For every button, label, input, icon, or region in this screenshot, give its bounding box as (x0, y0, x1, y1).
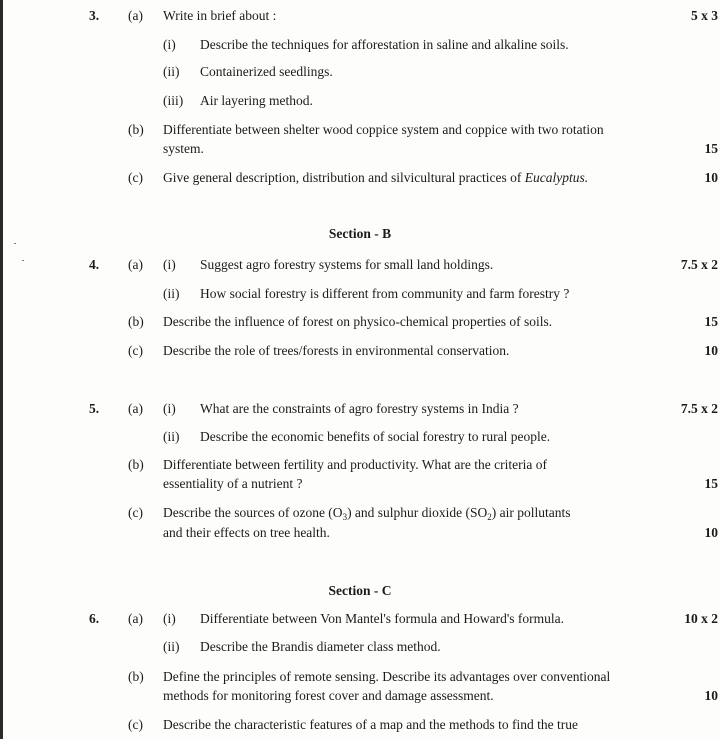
question-text: and their effects on tree health. (163, 525, 330, 540)
question-text: Define the principles of remote sensing. Describe its advantages over conventional (163, 669, 611, 684)
marks: 10 (704, 343, 718, 358)
marks: 7.5 x 2 (680, 257, 718, 272)
subpart-label: (i) (163, 257, 176, 272)
marks: 15 (704, 476, 718, 491)
question-text: Give general description, distribution and silvicultural practices of Eucalyptus. (163, 170, 589, 185)
marks: 15 (704, 314, 718, 329)
question-text: Write in brief about : (163, 8, 277, 23)
question-text: Describe the techniques for afforestation in saline and alkaline soils. (200, 37, 569, 52)
question-text: Describe the role of trees/forests in environmental conservation. (163, 343, 510, 358)
question-text: What are the constraints of agro forestry systems in India ? (200, 401, 519, 416)
marks: 10 (704, 525, 718, 540)
question-text: essentiality of a nutrient ? (163, 476, 303, 491)
marks: 7.5 x 2 (680, 401, 718, 416)
page-edge-shadow (0, 0, 3, 739)
question-text: Containerized seedlings. (200, 64, 333, 79)
question-text: Differentiate between fertility and productivity. What are the criteria of (163, 457, 547, 472)
question-number: 3. (89, 8, 100, 23)
question-text: Describe the sources of ozone $(O_3)$ and sulphur dioxide $(SO_2)$ air pollutants (163, 505, 571, 522)
question-number: 5. (89, 401, 100, 416)
subpart-label: (iii) (163, 93, 184, 108)
question-text: Describe the characteristic features of a map and the methods to find the true (163, 717, 578, 732)
question-text: Suggest agro forestry systems for small land holdings. (200, 257, 494, 272)
part-label: (b) (128, 669, 144, 684)
part-label: (c) (128, 170, 143, 185)
marks: 5 x 3 (691, 8, 718, 23)
subpart-label: (ii) (163, 429, 180, 444)
question-text: Describe the influence of forest on physico-chemical properties of soils. (163, 314, 553, 329)
question-text: How social forestry is different from community and farm forestry ? (200, 286, 570, 301)
question-text: Air layering method. (200, 93, 313, 108)
part-label: (a) (128, 257, 143, 272)
subpart-label: (ii) (163, 639, 180, 654)
part-label: (a) (128, 8, 143, 23)
question-text: Differentiate between Von Mantel's formula and Howard's formula. (200, 611, 565, 626)
marks: 10 (704, 170, 718, 185)
subpart-label: (ii) (163, 64, 180, 79)
marks: 10 x 2 (684, 611, 718, 626)
part-label: (a) (128, 611, 143, 626)
subpart-label: (i) (163, 37, 176, 52)
section-heading: Section - C (328, 583, 392, 598)
question-text: system. (163, 141, 204, 156)
part-label: (b) (128, 122, 144, 137)
scan-speck (14, 243, 16, 244)
marks: 15 (704, 141, 718, 156)
question-text: methods for monitoring forest cover and damage assessment. (163, 688, 494, 703)
part-label: (a) (128, 401, 143, 416)
section-heading: Section - B (328, 226, 392, 241)
marks: 10 (704, 688, 718, 703)
question-text: Differentiate between shelter wood coppice system and coppice with two rotation (163, 122, 604, 137)
part-label: (b) (128, 314, 144, 329)
part-label: (b) (128, 457, 144, 472)
subpart-label: (i) (163, 401, 176, 416)
subpart-label: (i) (163, 611, 176, 626)
subpart-label: (ii) (163, 286, 180, 301)
question-number: 6. (89, 611, 100, 626)
question-text: Describe the economic benefits of social forestry to rural people. (200, 429, 551, 444)
part-label: (c) (128, 505, 143, 520)
part-label: (c) (128, 343, 143, 358)
question-number: 4. (89, 257, 100, 272)
question-text: Describe the Brandis diameter class method. (200, 639, 441, 654)
part-label: (c) (128, 717, 143, 732)
scan-speck (22, 260, 24, 261)
